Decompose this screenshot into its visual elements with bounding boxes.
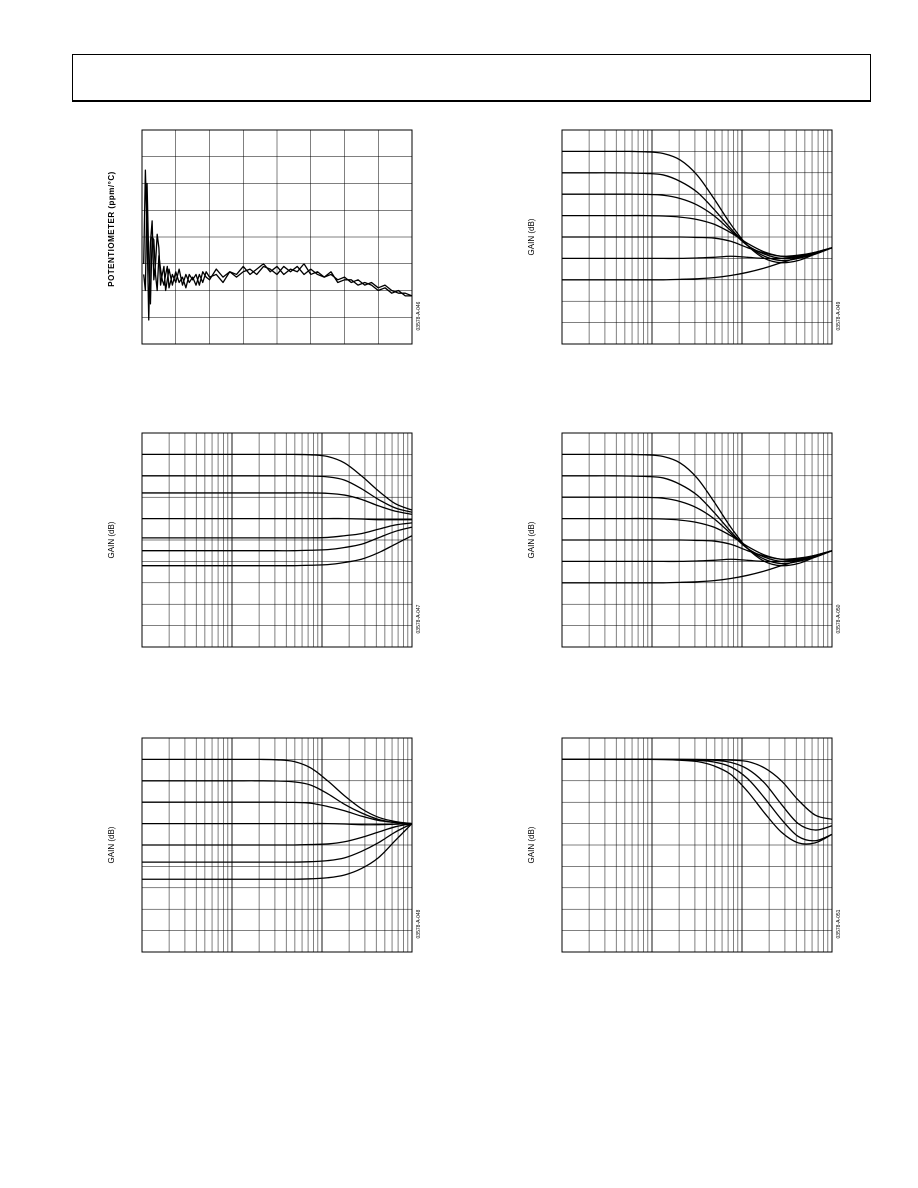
series-line-6 [142, 824, 412, 863]
series-line-3 [142, 493, 412, 514]
chart-tempco [100, 128, 430, 350]
series-line-6 [562, 248, 832, 259]
series-line-5 [142, 824, 412, 845]
series-line-3 [562, 497, 832, 561]
series-line-1 [562, 759, 832, 819]
grid-lines [142, 130, 412, 344]
series-line-1 [144, 170, 412, 320]
series-group [142, 759, 412, 879]
figure-code: 03578-A-050 [836, 604, 842, 634]
series-line-5 [562, 540, 832, 559]
series-group [144, 170, 412, 320]
series-line-2 [142, 476, 412, 512]
figure-code: 03578-A-051 [836, 909, 842, 939]
series-line-6 [562, 551, 832, 562]
y-axis-label: GAIN (dB) [527, 521, 536, 559]
chart-gain-mr [520, 431, 850, 653]
y-axis-label: POTENTIOMETER (ppm/°C) [107, 171, 116, 287]
figure-code: 03578-A-048 [416, 909, 422, 939]
series-line-2 [562, 759, 832, 830]
series-line-2 [562, 173, 832, 261]
series-group [142, 454, 412, 565]
page-header-box [72, 54, 871, 102]
series-line-1 [562, 151, 832, 262]
y-axis-label: GAIN (dB) [527, 218, 536, 256]
series-line-2 [144, 184, 412, 304]
series-line-7 [562, 551, 832, 583]
series-line-7 [562, 248, 832, 280]
y-axis-label: GAIN (dB) [107, 826, 116, 864]
chart-gain-bl [100, 736, 430, 958]
series-line-1 [562, 454, 832, 565]
series-line-2 [562, 476, 832, 564]
figure-code: 03578-A-049 [836, 301, 842, 331]
series-line-5 [142, 523, 412, 538]
series-line-1 [142, 454, 412, 510]
series-line-5 [562, 237, 832, 256]
chart-gain-br [520, 736, 850, 958]
figure-code: 03578-A-046 [416, 301, 422, 331]
figure-code: 03578-A-047 [416, 604, 422, 634]
series-line-3 [562, 194, 832, 258]
series-line-3 [562, 759, 832, 840]
series-line-1 [142, 759, 412, 823]
series-line-4 [562, 519, 832, 560]
y-axis-label: GAIN (dB) [107, 521, 116, 559]
series-line-4 [562, 216, 832, 257]
grid-lines [562, 738, 832, 952]
chart-gain-rr [520, 128, 850, 350]
series-line-7 [142, 824, 412, 880]
series-line-3 [142, 802, 412, 823]
series-group [562, 759, 832, 844]
chart-gain-ml [100, 431, 430, 653]
y-axis-label: GAIN (dB) [527, 826, 536, 864]
